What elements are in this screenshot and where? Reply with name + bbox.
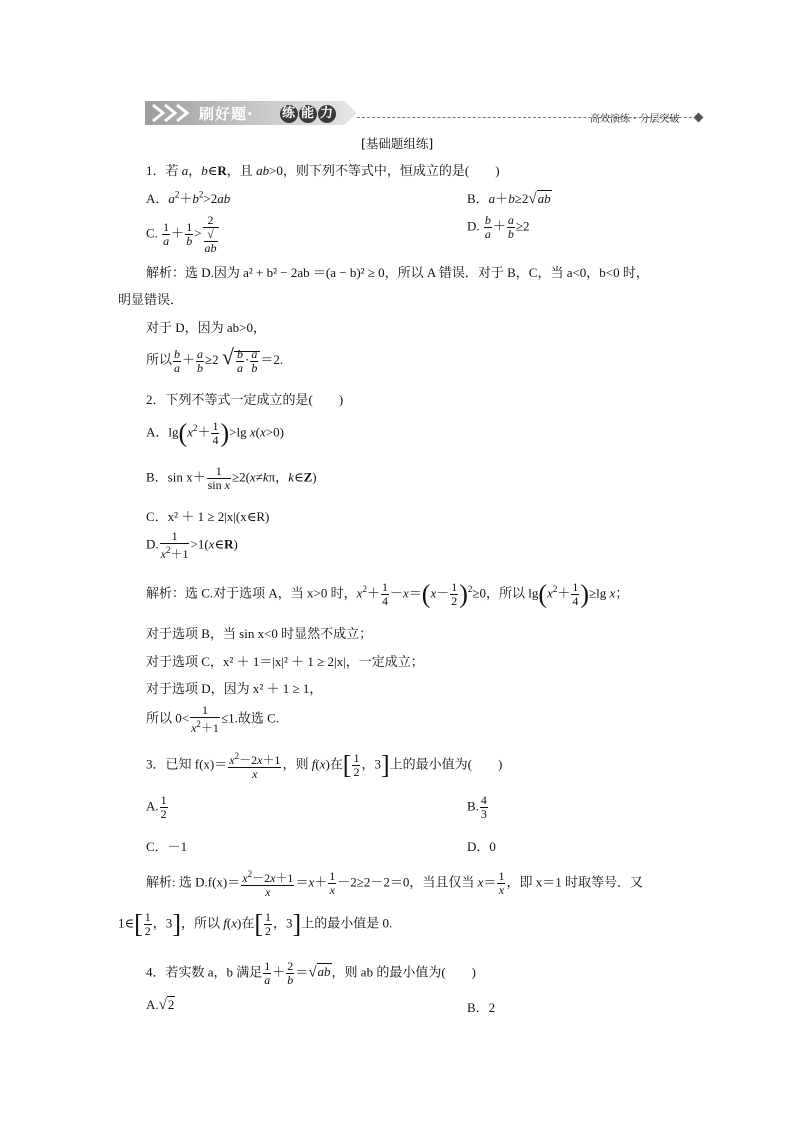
q2-stem: 2．下列不等式一定成立的是( ) — [146, 392, 344, 407]
q3-solution-line: 解析: 选 D.f(x)＝ $\frac{x^2-2x+1}{x}$ ＝x＋ $\frac{1}{x}$ －2≥2－2＝0，当且仅当 x＝ $\frac{1}{x}$ ，即 x＝1 时取等号．又 — [146, 869, 643, 899]
circled-char: 练 — [281, 106, 296, 121]
q1-solution-line: 所以 $\frac{b}{a}$ ＋ $\frac{a}{b}$ ≥2 √ $\frac{b}{a}$ · $\frac{a}{b}$ ＝2. — [146, 344, 284, 375]
q4-option-a: A.√2 — [146, 997, 175, 1013]
q1-option-a: A．$a^2+b^2>2ab$ — [146, 189, 231, 206]
circled-char: 能 — [300, 106, 315, 121]
q3-option-b: B. $\frac{4}{3}$ — [467, 793, 487, 821]
banner-title: 刷好题· — [199, 105, 254, 123]
q4-stem: 4．若实数 a，b 满足 $\frac{1}{a}$ ＋ $\frac{2}{b}$ ＝√ab，则 ab 的最小值为( ) — [146, 959, 476, 987]
q3-option-a: A. $\frac{1}{2}$ — [146, 793, 167, 821]
q1-option-b: B．a＋b≥2√ab — [467, 191, 551, 207]
q2-option-b: B．sin x＋ $\frac{1}{\text{sin x}}$ ≥2(x≠kπ，k∈Z) — [146, 464, 317, 492]
q2-solution-line: 对于选项 C，x² ＋ 1＝|x|² ＋ 1 ≥ 2|x|，一定成立； — [146, 654, 424, 669]
q2-solution-line: 对于选项 B，当 sin x<0 时显然不成立； — [146, 626, 373, 641]
q4-option-b: B．2 — [467, 1000, 496, 1015]
q3-solution-line: 1∈[ $\frac{1}{2}$ ，3]，所以 f(x)在[ $\frac{1}{2}$ ，3]上的最小值是 0. — [118, 909, 393, 939]
q2-solution-line: 对于选项 D，因为 x² ＋ 1 ≥ 1， — [146, 681, 323, 696]
section-title: [基础题组练] — [361, 136, 434, 151]
q1-option-d: D. $\frac{b}{a}$ ＋ $\frac{a}{b}$ ≥2 — [467, 213, 530, 241]
q1-option-c: C. $\frac{1}{a}$ ＋ $\frac{1}{b}$ > 2 √ ab — [146, 213, 217, 255]
diamond-icon — [694, 113, 704, 123]
header-right-tag: 高效演练 · 分层突破 — [590, 114, 680, 125]
chevron-right-icon — [151, 103, 191, 123]
q1-stem: 1．若 a，b∈R，且 ab>0，则下列不等式中，恒成立的是( ) — [146, 163, 500, 178]
q2-option-d: D. $\frac{1}{x^2+1}$ >1(x∈R) — [146, 529, 238, 561]
q1-solution-line: 明显错误． — [118, 292, 184, 307]
circled-char: 力 — [319, 106, 334, 121]
q2-option-c: C．x² ＋ 1 ≥ 2|x|(x∈R) — [146, 509, 270, 524]
q3-option-d: D．0 — [467, 839, 496, 854]
q3-option-c: C．－1 — [146, 839, 188, 854]
q2-option-a: A．$\lg(x^2+$ $\frac{1}{4}$ )>lg x(x>0) — [146, 418, 284, 448]
header-banner — [145, 101, 357, 125]
q1-solution-line: 解析：选 D.因为 a² + b² − 2ab ＝(a − b)² ≥ 0，所以 A 错误．对于 B，C，当 a<0，b<0 时， — [146, 265, 649, 280]
q2-solution-line: 解析：选 C.对于选项 A，当 x>0 时，$x^2+$ $\frac{1}{4}$ －x＝(x－ $\frac{1}{2}$ )$^2$≥0，所以 $\lg(x^2+$ $\frac{1}{4}$ )≥lg x； — [146, 579, 629, 609]
q3-stem: 3．已知 f(x)＝ $\frac{x^2-2x+1}{x}$ ，则 f(x)在[ $\frac{1}{2}$ ，3]上的最小值为( ) — [146, 750, 503, 781]
banner-circled-title — [280, 103, 337, 123]
q2-solution-line: 所以 0< $\frac{1}{x^2+1}$ ≤1.故选 C. — [146, 703, 279, 735]
q1-solution-line: 对于 D，因为 ab>0， — [146, 320, 266, 335]
